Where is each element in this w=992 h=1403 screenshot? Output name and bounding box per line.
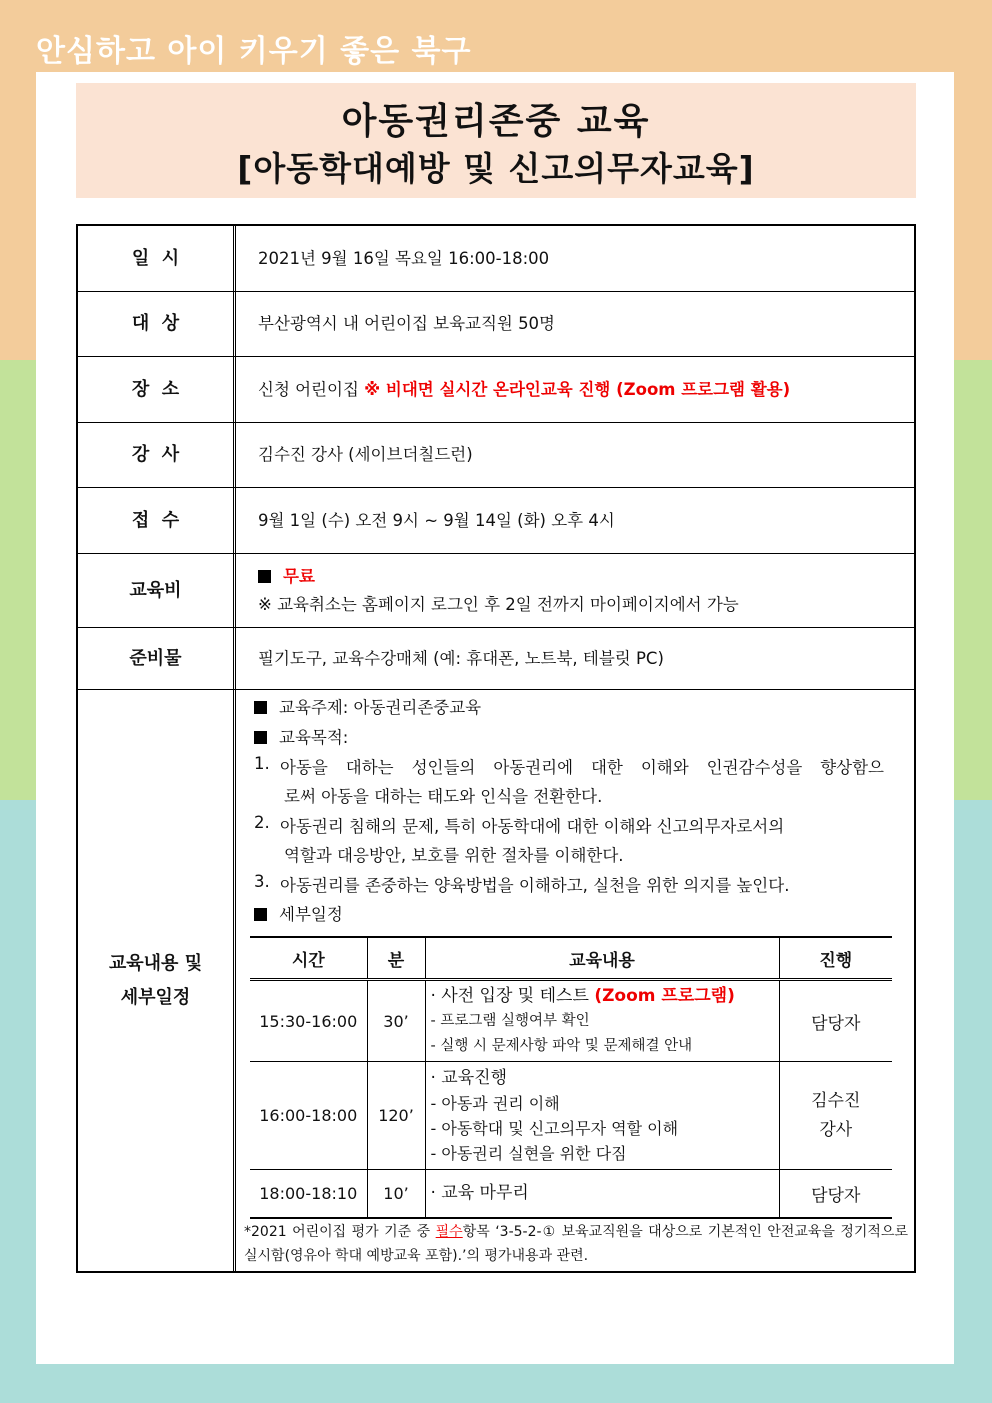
fee-value — [258, 554, 904, 627]
cell-host — [779, 1170, 892, 1218]
cell-content — [425, 1062, 779, 1170]
cell-content — [425, 980, 779, 1062]
reception-value — [258, 488, 904, 553]
table-row — [250, 1170, 892, 1218]
schedule-header-row — [250, 937, 892, 980]
schedule-head-line — [254, 901, 343, 925]
host-line1: 담당자 — [811, 1013, 861, 1034]
row-lecturer — [78, 423, 914, 488]
cell-min: 30’ — [367, 980, 425, 1062]
date-label: 일 시 — [78, 226, 236, 291]
topic-line — [254, 694, 481, 718]
purpose-item — [254, 754, 270, 773]
content-label-line2: 세부일정 — [120, 986, 191, 1008]
topic-text: 교육주제: 아동권리존중교육 — [279, 698, 482, 717]
purpose-head-line — [254, 724, 348, 748]
row-target — [78, 292, 914, 357]
target-value — [258, 292, 904, 356]
cell-time: 18:00-18:10 — [250, 1170, 367, 1218]
purpose-1-line2: 로써 아동을 대하는 태도와 인식을 전환한다. — [284, 787, 603, 806]
square-bullet-icon — [258, 570, 271, 583]
note-required: 필수 — [435, 1224, 463, 1240]
purpose-number: 2. — [254, 813, 270, 832]
square-bullet-icon — [254, 908, 267, 921]
lecturer-value — [258, 423, 904, 487]
target-label: 대 상 — [78, 292, 236, 356]
materials-value — [258, 628, 904, 689]
place-label: 장 소 — [78, 357, 236, 422]
purpose-2-line1: 아동권리 침해의 문제, 특히 아동학대에 대한 이해와 신고의무자로서의 — [280, 817, 785, 836]
header-content: 교육내용 — [425, 937, 779, 980]
content-sub: - 아동학대 및 신고의무자 역할 이해 — [430, 1118, 679, 1138]
note-text-b: 항목 ‘3-5-2-① 보육교직원을 대상으로 기본적인 안전교육을 정기적으로 실시함(영유아 학대 예방교육 포함).’의 평가내용과 관련. — [244, 1224, 908, 1264]
purpose-item — [254, 872, 270, 891]
host-line2: 강사 — [819, 1119, 853, 1140]
content-main: · 교육 마무리 — [430, 1182, 529, 1203]
content-sub: - 아동과 권리 이해 — [430, 1093, 560, 1113]
host-line1: 담당자 — [811, 1185, 861, 1206]
place-text: 신청 어린이집 — [258, 379, 359, 399]
purpose-number: 3. — [254, 872, 270, 891]
cell-content — [425, 1170, 779, 1218]
purpose-1-line1: 아동을 대하는 성인들의 아동권리에 대한 이해와 인권감수성을 향상함으 — [280, 758, 884, 777]
title-box — [76, 83, 916, 198]
square-bullet-icon — [254, 731, 267, 744]
place-online-note: ※ 비대면 실시간 온라인교육 진행 (Zoom 프로그램 활용) — [364, 379, 791, 399]
row-place — [78, 357, 914, 423]
reception-text: 9월 1일 (수) 오전 9시 ~ 9월 14일 (화) 오후 4시 — [258, 510, 615, 530]
date-text: 2021년 9월 16일 목요일 16:00-18:00 — [258, 248, 550, 268]
content-main: · 사전 입장 및 테스트 — [430, 985, 589, 1006]
materials-text: 필기도구, 교육수강매체 (예: 휴대폰, 노트북, 테블릿 PC) — [258, 648, 664, 668]
cell-host — [779, 1062, 892, 1170]
cell-host — [779, 980, 892, 1062]
header-min: 분 — [367, 937, 425, 980]
schedule-table — [250, 936, 892, 1219]
title-main: 아동권리존중 교육 — [341, 101, 651, 142]
square-bullet-icon — [254, 701, 267, 714]
slogan: 안심하고 아이 키우기 좋은 북구 — [36, 34, 472, 69]
title-sub: [아동학대예방 및 신고의무자교육] — [237, 149, 755, 188]
materials-label: 준비물 — [78, 628, 236, 689]
row-reception — [78, 488, 914, 554]
row-date — [78, 226, 914, 292]
purpose-number: 1. — [254, 754, 270, 773]
row-fee — [78, 554, 914, 628]
date-value — [258, 226, 904, 291]
target-text: 부산광역시 내 어린이집 보육교직원 50명 — [258, 314, 555, 333]
evaluation-note — [244, 1220, 908, 1268]
content-main-red: (Zoom 프로그램) — [594, 985, 735, 1006]
cell-time: 16:00-18:00 — [250, 1062, 367, 1170]
schedule-head-text: 세부일정 — [279, 905, 343, 924]
cell-min: 10’ — [367, 1170, 425, 1218]
cell-min: 120’ — [367, 1062, 425, 1170]
purpose-item — [254, 813, 270, 832]
content-main: · 교육진행 — [430, 1067, 507, 1088]
reception-label: 접 수 — [78, 488, 236, 553]
host-line1: 김수진 — [811, 1090, 861, 1111]
row-materials — [78, 628, 914, 690]
header-host: 진행 — [779, 937, 892, 980]
fee-cancel-note: ※ 교육취소는 홈페이지 로그인 후 2일 전까지 마이페이지에서 가능 — [258, 594, 739, 614]
content-sub: - 아동권리 실현을 위한 다짐 — [430, 1143, 627, 1163]
header-time: 시간 — [250, 937, 367, 980]
content-label-line1: 교육내용 및 — [108, 952, 203, 974]
cell-time: 15:30-16:00 — [250, 980, 367, 1062]
purpose-head-text: 교육목적: — [279, 728, 349, 747]
note-text-a: *2021 어린이집 평가 기준 중 — [244, 1224, 436, 1240]
purpose-3-line1: 아동권리를 존중하는 양육방법을 이해하고, 실천을 위한 의지를 높인다. — [280, 876, 790, 895]
content-sub: - 실행 시 문제사항 파악 및 문제해결 안내 — [430, 1037, 693, 1054]
place-value — [258, 357, 904, 422]
lecturer-text: 김수진 강사 (세이브더칠드런) — [258, 445, 473, 464]
fee-label: 교육비 — [78, 554, 236, 627]
table-row — [250, 980, 892, 1062]
content-sub: - 프로그램 실행여부 확인 — [430, 1012, 590, 1029]
content-label — [78, 690, 236, 1271]
purpose-2-line2: 역할과 대응방안, 보호를 위한 절차를 이해한다. — [284, 846, 624, 865]
fee-free: 무료 — [283, 566, 315, 586]
lecturer-label: 강 사 — [78, 423, 236, 487]
table-row — [250, 1062, 892, 1170]
